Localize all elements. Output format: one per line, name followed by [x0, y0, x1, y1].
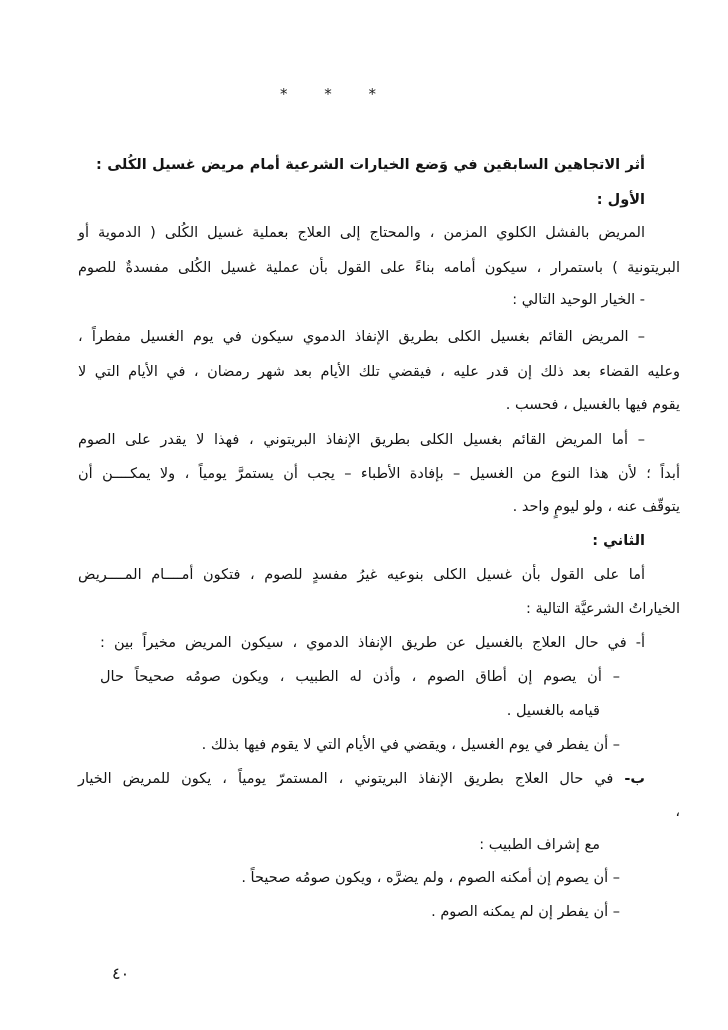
- list-item-line: – المريض القائم بغسيل الكلى بطريق الإنفاذ الدموي سيكون في يوم الغسيل مفطراً ،: [78, 329, 645, 345]
- section-heading: أثر الاتجاهين السابقين في وَضع الخيارات الشرعية أمام مريض غسيل الكُلى :: [96, 157, 645, 173]
- subsection-title-first: الأول :: [596, 192, 645, 208]
- ornament-star: *: [324, 85, 332, 103]
- list-item-line: وعليه القضاء بعد ذلك إن قدر عليه ، فيقضي تلك الأيام بعد شهر رمضان ، في الأيام التي لا: [78, 364, 680, 380]
- case-b-text: في حال العلاج بطريق الإنفاذ البريتوني ، المستمرّ يومياً ، يكون للمريض الخيار: [78, 771, 614, 787]
- case-a-text: في حال العلاج بالغسيل عن طريق الإنفاذ الدموي ، سيكون المريض مخيراً بين :: [100, 635, 627, 651]
- list-item-line: يتوقّف عنه ، ولو ليومٍ واحد .: [512, 499, 680, 515]
- paragraph-line: أما على القول بأن غسيل الكلى بنوعيه غيرُ مفسدٍ للصوم ، فتكون أمــــام المــــريض: [78, 567, 645, 583]
- ornament-star: *: [280, 85, 288, 103]
- paragraph-line: البريتونية ) باستمرار ، سيكون أمامه بناءً على القول بأن عملية غسيل الكُلى مفسدةٌ للصوم: [78, 260, 680, 276]
- list-item-line: أبداً ؛ لأن هذا النوع من الغسيل – بإفادة الأطباء – يجب أن يستمرَّ يومياً ، ولا يمكــــن أن: [78, 466, 680, 482]
- subsection-title-second: الثاني :: [592, 533, 645, 549]
- paragraph-line: المريض بالفشل الكلوي المزمن ، والمحتاج إلى العلاج بعملية غسيل الكُلى ( الدموية أو: [78, 225, 645, 241]
- choice-line: – أن يصوم إن أمكنه الصوم ، ولم يضرَّه ، ويكون صومُه صحيحاً .: [241, 870, 620, 886]
- case-b-marker: ب-: [624, 771, 645, 787]
- ornament-star: *: [368, 85, 376, 103]
- case-b-continuation: مع إشراف الطبيب :: [479, 837, 600, 853]
- choice-line: – أن يصوم إن أطاق الصوم ، وأذن له الطبيب ، ويكون صومُه صحيحاً حال: [100, 669, 620, 685]
- paragraph-line: الخياراتُ الشرعيَّة التالية :: [526, 601, 680, 617]
- case-a-line: [100, 628, 645, 658]
- choice-line: قيامه بالغسيل .: [506, 703, 600, 719]
- case-b-line: [78, 764, 645, 794]
- choice-line: – أن يفطر في يوم الغسيل ، ويقضي في الأيام التي لا يقوم فيها بذلك .: [201, 737, 620, 753]
- section-separator: [280, 84, 376, 104]
- list-item-line: – أما المريض القائم بغسيل الكلى بطريق الإنفاذ البريتوني ، فهذا لا يقدر على الصوم: [78, 432, 645, 448]
- case-a-marker: أ-: [635, 635, 645, 651]
- list-item-line: يقوم فيها بالغسيل ، فحسب .: [505, 397, 680, 413]
- choice-line: – أن يفطر إن لم يمكنه الصوم .: [431, 904, 620, 920]
- page-number: ٤٠: [112, 964, 130, 983]
- option-label: - الخيار الوحيد التالي :: [512, 292, 645, 308]
- case-b-continuation: ،: [675, 804, 680, 820]
